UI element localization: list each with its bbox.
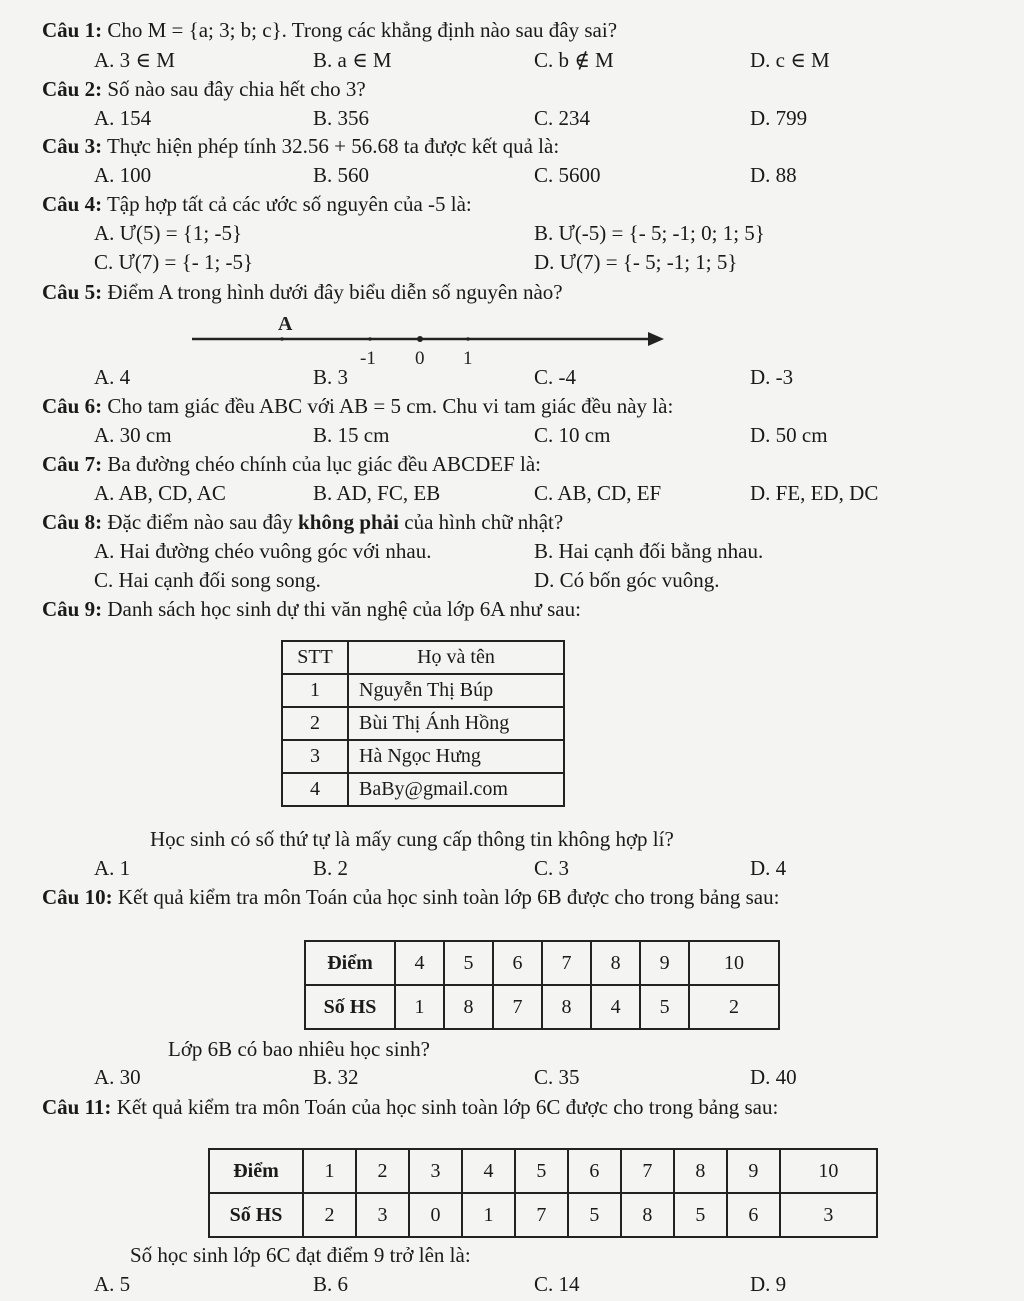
q3-option-b: B. 560 xyxy=(313,163,370,187)
score-cell: 5 xyxy=(444,941,493,985)
question-11: Câu 11: Kết quả kiểm tra môn Toán của học sinh toàn lớp 6C được cho trong bảng sau: xyxy=(42,1095,779,1119)
q3-option-c: C. 5600 xyxy=(534,163,601,187)
q7-option-a: A. AB, CD, AC xyxy=(94,481,226,505)
score-cell: 8 xyxy=(591,941,640,985)
name-cell: Hà Ngọc Hưng xyxy=(348,740,564,773)
q8-option-d: D. Có bốn góc vuông. xyxy=(534,568,720,592)
q11-option-b: B. 6 xyxy=(313,1272,349,1296)
q9-option-c: C. 3 xyxy=(534,856,570,880)
count-cell: 3 xyxy=(356,1193,409,1237)
q10-option-b: B. 32 xyxy=(313,1065,359,1089)
tick-label-minus-one: -1 xyxy=(360,348,376,369)
count-cell: 1 xyxy=(462,1193,515,1237)
score-cell: 1 xyxy=(303,1149,356,1193)
stt-cell: 2 xyxy=(282,707,348,740)
q11-option-c: C. 14 xyxy=(534,1272,580,1296)
count-cell: 7 xyxy=(493,985,542,1029)
count-cell: 8 xyxy=(542,985,591,1029)
count-cell: 1 xyxy=(395,985,444,1029)
score-table-6b xyxy=(304,940,780,1030)
score-header: Điểm xyxy=(305,941,395,985)
q3-option-d: D. 88 xyxy=(750,163,797,187)
q10-option-d: D. 40 xyxy=(750,1065,797,1089)
score-cell: 10 xyxy=(780,1149,877,1193)
q3-option-a: A. 100 xyxy=(94,163,152,187)
question-9: Câu 9: Danh sách học sinh dự thi văn nghệ của lớp 6A như sau: xyxy=(42,597,581,621)
count-cell: 2 xyxy=(303,1193,356,1237)
q5-option-d: D. -3 xyxy=(750,365,794,389)
q11-option-a: A. 5 xyxy=(94,1272,131,1296)
name-cell: Nguyễn Thị Búp xyxy=(348,674,564,707)
q6-option-a: A. 30 cm xyxy=(94,423,172,447)
q9-option-d: D. 4 xyxy=(750,856,787,880)
name-cell: BaBy@gmail.com xyxy=(348,773,564,806)
count-row xyxy=(209,1193,877,1237)
score-table-6c xyxy=(208,1148,878,1238)
question-3: Câu 3: Thực hiện phép tính 32.56 + 56.68 ta được kết quả là: xyxy=(42,134,560,158)
table-row xyxy=(282,674,564,707)
question-2: Câu 2: Số nào sau đây chia hết cho 3? xyxy=(42,77,366,101)
q8-option-a: A. Hai đường chéo vuông góc với nhau. xyxy=(94,539,432,563)
q9-option-b: B. 2 xyxy=(313,856,349,880)
question-5: Câu 5: Điểm A trong hình dưới đây biểu diễn số nguyên nào? xyxy=(42,280,563,304)
score-cell: 7 xyxy=(621,1149,674,1193)
score-cell: 6 xyxy=(568,1149,621,1193)
question-11-sub: Số học sinh lớp 6C đạt điểm 9 trở lên là: xyxy=(130,1243,471,1267)
count-cell: 5 xyxy=(640,985,689,1029)
q10-option-a: A. 30 xyxy=(94,1065,141,1089)
table-header-row xyxy=(282,641,564,674)
count-cell: 5 xyxy=(568,1193,621,1237)
count-cell: 2 xyxy=(689,985,779,1029)
q7-option-b: B. AD, FC, EB xyxy=(313,481,441,505)
count-cell: 8 xyxy=(444,985,493,1029)
table-row xyxy=(282,740,564,773)
question-8: Câu 8: Đặc điểm nào sau đây không phải của hình chữ nhật? xyxy=(42,510,564,534)
q1-option-d: D. c ∈ M xyxy=(750,48,830,72)
q6-option-b: B. 15 cm xyxy=(313,423,390,447)
tick-minus-one xyxy=(368,337,372,341)
count-cell: 8 xyxy=(621,1193,674,1237)
q4-option-b: B. Ư(-5) = {- 5; -1; 0; 1; 5} xyxy=(534,221,765,245)
stt-cell: 1 xyxy=(282,674,348,707)
score-cell: 4 xyxy=(395,941,444,985)
q8-option-c: C. Hai cạnh đối song song. xyxy=(94,568,321,592)
number-line xyxy=(180,308,680,374)
q2-option-b: B. 356 xyxy=(313,106,370,130)
stt-cell: 4 xyxy=(282,773,348,806)
q11-option-d: D. 9 xyxy=(750,1272,787,1296)
count-header: Số HS xyxy=(209,1193,303,1237)
question-9-sub: Học sinh có số thứ tự là mấy cung cấp thông tin không hợp lí? xyxy=(150,827,674,851)
student-list-table xyxy=(281,640,565,807)
score-cell: 5 xyxy=(515,1149,568,1193)
point-a-label: A xyxy=(278,313,293,335)
q4-option-d: D. Ư(7) = {- 5; -1; 1; 5} xyxy=(534,250,738,274)
q6-option-d: D. 50 cm xyxy=(750,423,828,447)
table-row xyxy=(282,773,564,806)
score-row xyxy=(209,1149,877,1193)
score-cell: 7 xyxy=(542,941,591,985)
score-cell: 4 xyxy=(462,1149,515,1193)
q5-option-b: B. 3 xyxy=(313,365,349,389)
score-cell: 10 xyxy=(689,941,779,985)
q9-option-a: A. 1 xyxy=(94,856,131,880)
q7-option-c: C. AB, CD, EF xyxy=(534,481,662,505)
question-1: Câu 1: Cho M = {a; 3; b; c}. Trong các khẳng định nào sau đây sai? xyxy=(42,18,618,42)
q10-option-c: C. 35 xyxy=(534,1065,580,1089)
tick-label-zero: 0 xyxy=(415,348,425,369)
question-4: Câu 4: Tập hợp tất cả các ước số nguyên của -5 là: xyxy=(42,192,472,216)
q5-option-a: A. 4 xyxy=(94,365,131,389)
q7-option-d: D. FE, ED, DC xyxy=(750,481,879,505)
count-header: Số HS xyxy=(305,985,395,1029)
score-row xyxy=(305,941,779,985)
count-cell: 6 xyxy=(727,1193,780,1237)
question-10: Câu 10: Kết quả kiểm tra môn Toán của học sinh toàn lớp 6B được cho trong bảng sau: xyxy=(42,885,780,909)
score-cell: 2 xyxy=(356,1149,409,1193)
tick-label-one: 1 xyxy=(463,348,473,369)
score-header: Điểm xyxy=(209,1149,303,1193)
tick-zero xyxy=(417,336,423,342)
q1-option-a: A. 3 ∈ M xyxy=(94,48,175,72)
count-cell: 0 xyxy=(409,1193,462,1237)
score-cell: 9 xyxy=(640,941,689,985)
q1-option-b: B. a ∈ M xyxy=(313,48,392,72)
tick-one xyxy=(466,337,470,341)
count-cell: 4 xyxy=(591,985,640,1029)
question-10-sub: Lớp 6B có bao nhiêu học sinh? xyxy=(168,1037,430,1061)
header-name: Họ và tên xyxy=(348,641,564,674)
question-7: Câu 7: Ba đường chéo chính của lục giác đều ABCDEF là: xyxy=(42,452,541,476)
point-a-tick xyxy=(280,337,284,341)
score-cell: 8 xyxy=(674,1149,727,1193)
number-line-arrow xyxy=(648,332,664,346)
count-cell: 5 xyxy=(674,1193,727,1237)
q1-option-c: C. b ∉ M xyxy=(534,48,614,72)
score-cell: 6 xyxy=(493,941,542,985)
header-stt: STT xyxy=(282,641,348,674)
name-cell: Bùi Thị Ánh Hồng xyxy=(348,707,564,740)
score-cell: 9 xyxy=(727,1149,780,1193)
table-row xyxy=(282,707,564,740)
count-cell: 3 xyxy=(780,1193,877,1237)
q4-option-c: C. Ư(7) = {- 1; -5} xyxy=(94,250,254,274)
q2-option-a: A. 154 xyxy=(94,106,152,130)
q6-option-c: C. 10 cm xyxy=(534,423,611,447)
q8-option-b: B. Hai cạnh đối bằng nhau. xyxy=(534,539,764,563)
q2-option-d: D. 799 xyxy=(750,106,808,130)
count-row xyxy=(305,985,779,1029)
count-cell: 7 xyxy=(515,1193,568,1237)
q4-option-a: A. Ư(5) = {1; -5} xyxy=(94,221,243,245)
stt-cell: 3 xyxy=(282,740,348,773)
question-6: Câu 6: Cho tam giác đều ABC với AB = 5 cm. Chu vi tam giác đều này là: xyxy=(42,394,674,418)
q5-option-c: C. -4 xyxy=(534,365,576,389)
q2-option-c: C. 234 xyxy=(534,106,591,130)
score-cell: 3 xyxy=(409,1149,462,1193)
